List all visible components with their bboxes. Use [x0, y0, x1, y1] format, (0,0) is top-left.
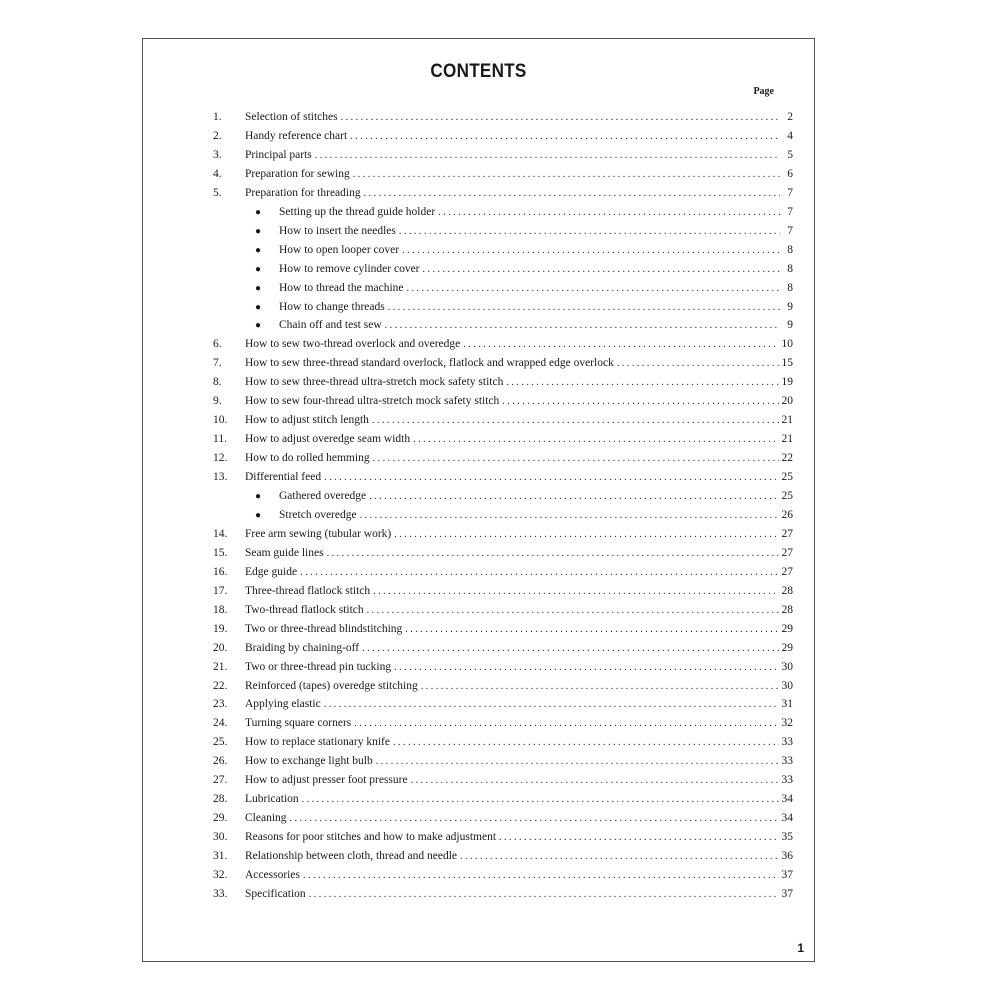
toc-entry-page: 7 [787, 205, 793, 218]
bullet-icon: ● [254, 225, 261, 237]
toc-entry-label: How to change threads [279, 300, 385, 313]
toc-entry-page: 33 [781, 774, 793, 787]
toc-entry-label: How to adjust overedge seam width [245, 433, 411, 446]
toc-entry [213, 886, 793, 902]
dot-leader [402, 243, 780, 259]
toc-entry-label: How to adjust stitch length [245, 414, 369, 427]
dot-leader [376, 754, 779, 770]
toc-entry [213, 204, 793, 220]
toc-entry-number: 1. [213, 111, 222, 123]
toc-entry-page: 15 [781, 357, 793, 370]
toc-entry-page: 7 [787, 186, 793, 199]
toc-entry-page: 29 [781, 622, 793, 635]
bullet-icon: ● [254, 301, 261, 313]
toc-entry-label: Preparation for threading [245, 186, 361, 199]
dot-leader [353, 167, 780, 183]
toc-entry-label: How to adjust presser foot pressure [245, 774, 408, 787]
toc-entry-number: 27. [213, 774, 228, 787]
toc-entry-number: 21. [213, 660, 228, 673]
document-page [142, 38, 815, 962]
toc-entry-number: 2. [213, 129, 222, 142]
toc-entry-number: 12. [213, 452, 228, 465]
toc-entry [213, 431, 793, 447]
dot-leader [388, 300, 780, 316]
toc-entry-label: Principal parts [245, 148, 312, 161]
toc-entry-label: Two or three-thread pin tucking [245, 660, 392, 673]
toc-entry-label: How to do rolled hemming [245, 452, 370, 465]
toc-entry-label: Cleaning [245, 812, 287, 825]
toc-entry [213, 412, 793, 428]
toc-entry-page: 8 [787, 262, 793, 275]
toc-entry-number: 5. [213, 186, 222, 199]
dot-leader [385, 318, 780, 334]
toc-entry-page: 31 [781, 698, 793, 711]
dot-leader [364, 186, 780, 202]
dot-leader [394, 660, 778, 676]
toc-entry [213, 166, 793, 182]
toc-entry-page: 2 [787, 111, 793, 123]
toc-entry-page: 28 [781, 584, 793, 597]
toc-entry-label: Braiding by chaining-off [245, 641, 360, 654]
toc-entry-page: 10 [781, 338, 793, 351]
toc-entry-page: 35 [781, 831, 793, 844]
toc-entry-number: 3. [213, 148, 222, 161]
bullet-icon: ● [254, 282, 261, 294]
toc-entry-page: 4 [787, 129, 793, 142]
toc-entry-page: 26 [781, 508, 793, 521]
toc-entry [213, 772, 793, 788]
bullet-icon: ● [254, 491, 261, 502]
toc-entry-page: 9 [787, 319, 793, 332]
toc-entry-number: 30. [213, 831, 228, 844]
toc-entry [213, 848, 793, 864]
toc-entry-label: Preparation for sewing [245, 167, 350, 180]
toc-entry-page: 5 [787, 148, 793, 161]
dot-leader [350, 129, 780, 145]
toc-entry-page: 22 [781, 452, 793, 465]
toc-entry-number: 22. [213, 679, 228, 692]
toc-entry-page: 37 [781, 869, 793, 881]
toc-entry-label: How to sew four-thread ultra-stretch mock safety stitch [245, 395, 500, 408]
toc-entry-page: 8 [787, 281, 793, 294]
dot-leader [373, 584, 778, 600]
toc-entry-label: Seam guide lines [245, 546, 324, 559]
toc-entry-number: 6. [213, 338, 222, 351]
dot-leader [399, 224, 780, 240]
toc-entry-page: 29 [781, 641, 793, 654]
dot-leader [309, 887, 779, 903]
toc-entry-label: Applying elastic [245, 698, 321, 711]
toc-entry-number: 25. [213, 736, 228, 749]
toc-entry [213, 317, 793, 333]
toc-entry-label: Reinforced (tapes) overedge stitching [245, 679, 418, 692]
toc-entry-page: 30 [781, 679, 793, 692]
toc-entry-number: 8. [213, 376, 222, 389]
dot-leader [372, 413, 779, 429]
dot-leader [405, 622, 778, 638]
page-title: CONTENTS [430, 61, 527, 82]
toc-entry-label: How to open looper cover [279, 243, 400, 256]
dot-leader [499, 830, 778, 846]
toc-entry-page: 20 [781, 395, 793, 408]
toc-entry-number: 11. [213, 433, 227, 446]
toc-entry [213, 355, 793, 371]
dot-leader [393, 735, 779, 751]
dot-leader [341, 110, 780, 126]
toc-entry-page: 19 [781, 376, 793, 389]
dot-leader [303, 868, 779, 884]
toc-entry-page: 8 [787, 243, 793, 256]
toc-entry-label: How to exchange light bulb [245, 755, 373, 768]
toc-entry-label: How to sew two-thread overlock and overedge [245, 338, 461, 351]
toc-entry-number: 23. [213, 698, 228, 711]
toc-entry-number: 18. [213, 603, 228, 616]
toc-entry-label: Free arm sewing (tubular work) [245, 527, 392, 540]
dot-leader [324, 697, 779, 713]
toc-entry [213, 640, 793, 656]
toc-entry [213, 469, 793, 485]
toc-entry [213, 564, 793, 580]
bullet-icon: ● [254, 263, 261, 275]
toc-entry-label: Selection of stitches [245, 111, 338, 123]
dot-leader [407, 281, 780, 297]
toc-entry-label: How to replace stationary knife [245, 736, 390, 749]
toc-entry-page: 30 [781, 660, 793, 673]
toc-entry-label: Two or three-thread blindstitching [245, 622, 403, 635]
toc-entry-number: 4. [213, 167, 222, 180]
toc-entry-label: How to thread the machine [279, 281, 404, 294]
bullet-icon: ● [254, 320, 261, 332]
toc-entry-page: 34 [781, 793, 793, 806]
page-number: 1 [797, 941, 804, 955]
dot-leader [369, 489, 778, 505]
toc-entry-page: 34 [781, 812, 793, 825]
toc-entry [213, 583, 793, 599]
toc-entry [213, 374, 793, 390]
toc-entry-page: 27 [781, 546, 793, 559]
toc-entry-label: Setting up the thread guide holder [279, 205, 436, 218]
toc-entry [213, 678, 793, 694]
toc-entry-number: 7. [213, 357, 222, 370]
toc-entry [213, 223, 793, 239]
bullet-icon: ● [254, 206, 261, 218]
dot-leader [324, 470, 778, 486]
dot-leader [460, 849, 778, 865]
toc-entry [213, 791, 793, 807]
dot-leader [373, 451, 779, 467]
dot-leader [360, 508, 779, 524]
dot-leader [411, 773, 779, 789]
toc-entry-page: 21 [781, 433, 793, 446]
toc-entry-label: Handy reference chart [245, 129, 348, 142]
toc-entry-page: 6 [787, 167, 793, 180]
toc-entry-label: How to remove cylinder cover [279, 262, 420, 275]
toc-entry-label: Turning square corners [245, 717, 352, 730]
dot-leader [617, 356, 779, 372]
toc-entry-label: Accessories [245, 869, 300, 881]
dot-leader [327, 546, 779, 562]
toc-entry [213, 393, 793, 409]
dot-leader [300, 565, 778, 581]
toc-entry-label: Chain off and test sew [279, 319, 382, 332]
toc-entry [213, 696, 793, 712]
toc-entry-page: 9 [787, 300, 793, 313]
toc-entry [213, 810, 793, 826]
toc-entry-number: 13. [213, 471, 228, 484]
toc-entry [213, 545, 793, 561]
toc-entry-label: Lubrication [245, 793, 299, 806]
toc-entry-label: Edge guide [245, 565, 298, 578]
dot-leader [413, 432, 778, 448]
dot-leader [502, 394, 778, 410]
toc-entry-page: 7 [787, 224, 793, 237]
toc-entry [213, 507, 793, 523]
toc-entry-label: Reasons for poor stitches and how to make adjustment [245, 831, 497, 844]
toc-entry-label: Two-thread flatlock stitch [245, 603, 364, 616]
toc-entry [213, 621, 793, 637]
toc-entry [213, 147, 793, 163]
toc-entry [213, 734, 793, 750]
toc-entry-number: 14. [213, 527, 228, 540]
toc-entry-page: 28 [781, 603, 793, 616]
toc-entry-number: 10. [213, 414, 228, 427]
toc-entry-label: Relationship between cloth, thread and needle [245, 850, 458, 863]
dot-leader [423, 262, 780, 278]
toc-entry-label: How to sew three-thread ultra-stretch mock safety stitch [245, 376, 504, 389]
toc-entry-page: 27 [781, 527, 793, 540]
toc-entry-page: 25 [781, 471, 793, 484]
dot-leader [421, 679, 779, 695]
toc-entry-page: 25 [781, 490, 793, 502]
dot-leader [506, 375, 778, 391]
toc-entry [213, 242, 793, 258]
toc-entry-number: 33. [213, 887, 228, 900]
toc-entry-number: 9. [213, 395, 222, 408]
page-column-header: Page [753, 86, 774, 97]
toc-entry-number: 31. [213, 850, 228, 863]
toc-entry-page: 33 [781, 755, 793, 768]
toc-entry [213, 715, 793, 731]
dot-leader [302, 792, 779, 808]
toc-entry-label: Gathered overedge [279, 490, 367, 502]
toc-entry-page: 21 [781, 414, 793, 427]
toc-entry-number: 20. [213, 641, 228, 654]
toc-entry-label: Three-thread flatlock stitch [245, 584, 371, 597]
toc-entry-page: 37 [781, 887, 793, 900]
toc-entry-label: Stretch overedge [279, 508, 357, 521]
toc-entry-label: Differential feed [245, 471, 322, 484]
dot-leader [354, 716, 778, 732]
toc-entry-number: 19. [213, 622, 228, 635]
toc-entry-label: How to insert the needles [279, 224, 396, 237]
toc-entry-page: 27 [781, 565, 793, 578]
toc-entry-number: 16. [213, 565, 228, 578]
toc-entry [213, 185, 793, 201]
toc-entry [213, 602, 793, 618]
bullet-icon: ● [254, 509, 261, 521]
toc-entry [213, 336, 793, 352]
toc-entry-number: 26. [213, 755, 228, 768]
toc-entry [213, 299, 793, 315]
toc-entry-number: 28. [213, 793, 228, 806]
toc-entry-page: 36 [781, 850, 793, 863]
toc-entry [213, 261, 793, 277]
toc-entry [213, 280, 793, 296]
dot-leader [438, 205, 780, 221]
toc-entry-page: 32 [781, 717, 793, 730]
dot-leader [290, 811, 779, 827]
toc-entry [213, 659, 793, 675]
toc-entry [213, 829, 793, 845]
bullet-icon: ● [254, 244, 261, 256]
toc-entry-number: 15. [213, 546, 228, 559]
toc-entry-number: 29. [213, 812, 228, 825]
dot-leader [362, 641, 778, 657]
toc-entry [213, 109, 793, 125]
toc-entry-number: 24. [213, 717, 228, 730]
dot-leader [463, 337, 778, 353]
dot-leader [315, 148, 780, 164]
dot-leader [394, 527, 778, 543]
dot-leader [367, 603, 779, 619]
toc-entry-number: 32. [213, 869, 228, 881]
toc-entry [213, 867, 793, 883]
toc-entry [213, 128, 793, 144]
toc-entry [213, 753, 793, 769]
toc-entry [213, 526, 793, 542]
toc-entry-page: 33 [781, 736, 793, 749]
toc-entry-label: Specification [245, 887, 306, 900]
toc-entry-label: How to sew three-thread standard overlock, flatlock and wrapped edge overlock [245, 357, 614, 370]
toc-entry-number: 17. [213, 584, 228, 597]
toc-entry [213, 450, 793, 466]
toc-entry [213, 488, 793, 504]
